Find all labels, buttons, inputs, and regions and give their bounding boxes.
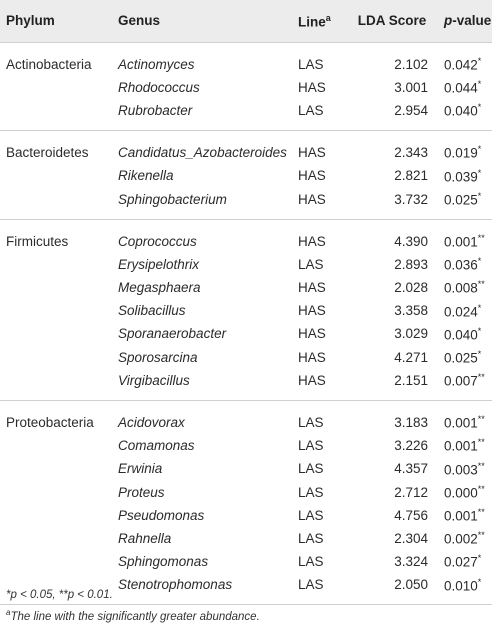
cell-lda-score: 2.050 xyxy=(394,577,428,593)
cell-line: LAS xyxy=(298,530,324,546)
p-value-significance-stars: * xyxy=(477,144,482,155)
p-value-number: 0.044 xyxy=(444,80,478,96)
footnote-a-text: The line with the significantly greater abundance. xyxy=(10,610,260,623)
header-genus: Genus xyxy=(118,13,161,29)
p-value-significance-stars: * xyxy=(477,576,482,587)
table-row xyxy=(0,322,492,345)
footnote-significance: *p < 0.05, **p < 0.01. xyxy=(6,589,113,601)
cell-lda-score: 3.324 xyxy=(394,554,428,570)
table-row xyxy=(0,434,492,457)
table-row xyxy=(0,346,492,369)
p-value-number: 0.010 xyxy=(444,578,478,594)
p-value-significance-stars: ** xyxy=(477,414,485,425)
table-row xyxy=(0,164,492,187)
cell-genus: Rubrobacter xyxy=(118,102,193,118)
cell-line: HAS xyxy=(298,79,326,95)
header-p-rest: -value xyxy=(452,13,492,29)
cell-p-value xyxy=(440,481,492,504)
p-value-number: 0.027 xyxy=(444,554,478,570)
cell-line: HAS xyxy=(298,145,326,161)
cell-lda-score: 3.358 xyxy=(394,303,428,319)
cell-genus: Coprococcus xyxy=(118,233,197,249)
cell-phylum xyxy=(0,457,118,480)
cell-line: HAS xyxy=(298,326,326,342)
cell-line: LAS xyxy=(298,507,324,523)
header-line-footnote-mark: a xyxy=(325,12,331,23)
cell-phylum xyxy=(0,346,118,369)
p-value-number: 0.002 xyxy=(444,531,478,547)
cell-phylum xyxy=(0,434,118,457)
cell-line: HAS xyxy=(298,303,326,319)
p-value-number: 0.008 xyxy=(444,280,478,296)
cell-line: LAS xyxy=(298,102,324,118)
p-value-number: 0.040 xyxy=(444,327,478,343)
header-lda-score: LDA Score xyxy=(357,13,427,29)
cell-phylum: Actinobacteria xyxy=(6,56,92,72)
p-value-significance-stars: * xyxy=(477,79,482,90)
phylum-group xyxy=(0,400,492,605)
header-p-italic: p xyxy=(444,13,453,29)
cell-line: HAS xyxy=(298,233,326,249)
cell-genus: Sphingomonas xyxy=(118,554,209,570)
p-value-significance-stars: ** xyxy=(477,279,485,290)
cell-phylum xyxy=(0,299,118,322)
cell-p-value xyxy=(440,276,492,299)
p-value-number: 0.000 xyxy=(444,485,478,501)
cell-lda-score: 3.029 xyxy=(394,326,428,342)
cell-line: LAS xyxy=(298,484,324,500)
table-row xyxy=(0,76,492,99)
header-p-value xyxy=(440,0,492,42)
cell-lda-score: 2.028 xyxy=(394,280,428,296)
table-row xyxy=(0,504,492,527)
cell-genus: Solibacillus xyxy=(118,303,186,319)
table-header xyxy=(0,0,492,42)
cell-genus: Actinomyces xyxy=(118,56,195,72)
cell-lda-score: 3.732 xyxy=(394,191,428,207)
table-row xyxy=(0,400,492,434)
cell-lda-score: 2.893 xyxy=(394,256,428,272)
p-value-significance-stars: ** xyxy=(477,483,485,494)
p-value-number: 0.001 xyxy=(444,234,478,250)
cell-p-value xyxy=(440,42,492,76)
cell-lda-score: 3.226 xyxy=(394,438,428,454)
phylum-group xyxy=(0,131,492,220)
cell-line: LAS xyxy=(298,56,324,72)
cell-phylum xyxy=(0,322,118,345)
cell-lda-score: 2.151 xyxy=(394,372,428,388)
cell-genus: Megasphaera xyxy=(118,280,201,296)
cell-p-value xyxy=(440,187,492,219)
table-row xyxy=(0,187,492,219)
p-value-number: 0.001 xyxy=(444,438,478,454)
table-row xyxy=(0,550,492,573)
cell-lda-score: 2.954 xyxy=(394,102,428,118)
cell-p-value xyxy=(440,322,492,345)
table-row xyxy=(0,253,492,276)
cell-p-value xyxy=(440,131,492,165)
cell-genus: Virgibacillus xyxy=(118,372,190,388)
p-value-significance-stars: * xyxy=(477,256,482,267)
cell-genus: Acidovorax xyxy=(118,415,185,431)
cell-p-value xyxy=(440,550,492,573)
p-value-significance-stars: * xyxy=(477,553,482,564)
p-value-number: 0.001 xyxy=(444,508,478,524)
p-value-number: 0.025 xyxy=(444,192,478,208)
p-value-significance-stars: ** xyxy=(477,232,485,243)
cell-genus: Erysipelothrix xyxy=(118,256,200,272)
table-row xyxy=(0,276,492,299)
table-row xyxy=(0,219,492,253)
cell-p-value xyxy=(440,457,492,480)
cell-lda-score: 3.183 xyxy=(394,415,428,431)
p-value-significance-stars: ** xyxy=(477,460,485,471)
footnote-a xyxy=(6,604,486,626)
phylum-group xyxy=(0,42,492,131)
p-value-significance-stars: * xyxy=(477,167,482,178)
cell-phylum xyxy=(0,527,118,550)
phylum-group xyxy=(0,219,492,400)
table-row xyxy=(0,369,492,401)
p-value-number: 0.040 xyxy=(444,103,478,119)
cell-genus: Rahnella xyxy=(118,530,172,546)
cell-lda-score: 3.001 xyxy=(394,79,428,95)
cell-p-value xyxy=(440,99,492,131)
cell-phylum xyxy=(0,550,118,573)
cell-genus: Proteus xyxy=(118,484,165,500)
p-value-significance-stars: * xyxy=(477,55,482,66)
p-value-significance-stars: ** xyxy=(477,530,485,541)
cell-line: LAS xyxy=(298,438,324,454)
cell-p-value xyxy=(440,299,492,322)
cell-p-value xyxy=(440,504,492,527)
cell-genus: Sporosarcina xyxy=(118,349,198,365)
table-row xyxy=(0,527,492,550)
cell-lda-score: 2.304 xyxy=(394,530,428,546)
cell-genus: Erwinia xyxy=(118,461,163,477)
p-value-significance-stars: ** xyxy=(477,437,485,448)
cell-phylum xyxy=(0,481,118,504)
cell-genus: Candidatus_Azobacteroides xyxy=(118,145,287,161)
cell-phylum xyxy=(0,253,118,276)
table-row xyxy=(0,42,492,76)
cell-p-value xyxy=(440,434,492,457)
cell-lda-score: 4.271 xyxy=(394,349,428,365)
cell-lda-score: 4.357 xyxy=(394,461,428,477)
cell-lda-score: 4.756 xyxy=(394,507,428,523)
cell-line: HAS xyxy=(298,191,326,207)
p-value-significance-stars: ** xyxy=(477,507,485,518)
cell-line: LAS xyxy=(298,577,324,593)
cell-p-value xyxy=(440,400,492,434)
p-value-number: 0.007 xyxy=(444,373,478,389)
cell-p-value xyxy=(440,527,492,550)
table-row xyxy=(0,99,492,131)
cell-p-value xyxy=(440,76,492,99)
header-line-label: Line xyxy=(298,14,326,29)
cell-lda-score: 2.821 xyxy=(394,168,428,184)
cell-line: HAS xyxy=(298,280,326,296)
table-row xyxy=(0,481,492,504)
table-row xyxy=(0,457,492,480)
cell-phylum xyxy=(0,187,118,219)
table-row xyxy=(0,131,492,165)
cell-line: HAS xyxy=(298,349,326,365)
cell-phylum xyxy=(0,164,118,187)
cell-p-value xyxy=(440,219,492,253)
cell-phylum xyxy=(0,276,118,299)
cell-p-value xyxy=(440,253,492,276)
cell-genus: Rikenella xyxy=(118,168,174,184)
p-value-significance-stars: * xyxy=(477,190,482,201)
p-value-number: 0.036 xyxy=(444,257,478,273)
p-value-significance-stars: * xyxy=(477,102,482,113)
cell-genus: Stenotrophomonas xyxy=(118,577,233,593)
table-row xyxy=(0,299,492,322)
cell-p-value xyxy=(440,346,492,369)
cell-phylum xyxy=(0,99,118,131)
cell-p-value xyxy=(440,164,492,187)
cell-lda-score: 2.343 xyxy=(394,145,428,161)
cell-phylum xyxy=(0,76,118,99)
p-value-number: 0.019 xyxy=(444,145,478,161)
cell-line: HAS xyxy=(298,372,326,388)
cell-genus: Comamonas xyxy=(118,438,195,454)
p-value-significance-stars: ** xyxy=(477,372,485,383)
cell-phylum: Firmicutes xyxy=(6,233,69,249)
p-value-number: 0.042 xyxy=(444,57,478,73)
cell-p-value xyxy=(440,369,492,401)
cell-line: HAS xyxy=(298,168,326,184)
p-value-number: 0.024 xyxy=(444,304,478,320)
cell-genus: Pseudomonas xyxy=(118,507,205,523)
p-value-number: 0.025 xyxy=(444,350,478,366)
cell-lda-score: 2.102 xyxy=(394,56,428,72)
p-value-significance-stars: * xyxy=(477,325,482,336)
cell-line: LAS xyxy=(298,554,324,570)
table-footnotes xyxy=(6,586,486,626)
cell-line: LAS xyxy=(298,256,324,272)
cell-line: LAS xyxy=(298,415,324,431)
p-value-significance-stars: * xyxy=(477,302,482,313)
header-phylum: Phylum xyxy=(6,13,55,29)
p-value-number: 0.003 xyxy=(444,462,478,478)
p-value-number: 0.001 xyxy=(444,415,478,431)
p-value-number: 0.039 xyxy=(444,169,478,185)
cell-phylum xyxy=(0,504,118,527)
header-row xyxy=(0,0,492,42)
cell-phylum xyxy=(0,369,118,401)
footnote-a-mark: a xyxy=(6,608,11,617)
header-line xyxy=(298,0,354,42)
cell-line: LAS xyxy=(298,461,324,477)
p-value-significance-stars: * xyxy=(477,348,482,359)
cell-lda-score: 4.390 xyxy=(394,233,428,249)
cell-phylum: Bacteroidetes xyxy=(6,145,89,161)
cell-genus: Sporanaerobacter xyxy=(118,326,227,342)
cell-phylum: Proteobacteria xyxy=(6,415,94,431)
cell-genus: Rhodococcus xyxy=(118,79,200,95)
cell-lda-score: 2.712 xyxy=(394,484,428,500)
cell-genus: Sphingobacterium xyxy=(118,191,227,207)
